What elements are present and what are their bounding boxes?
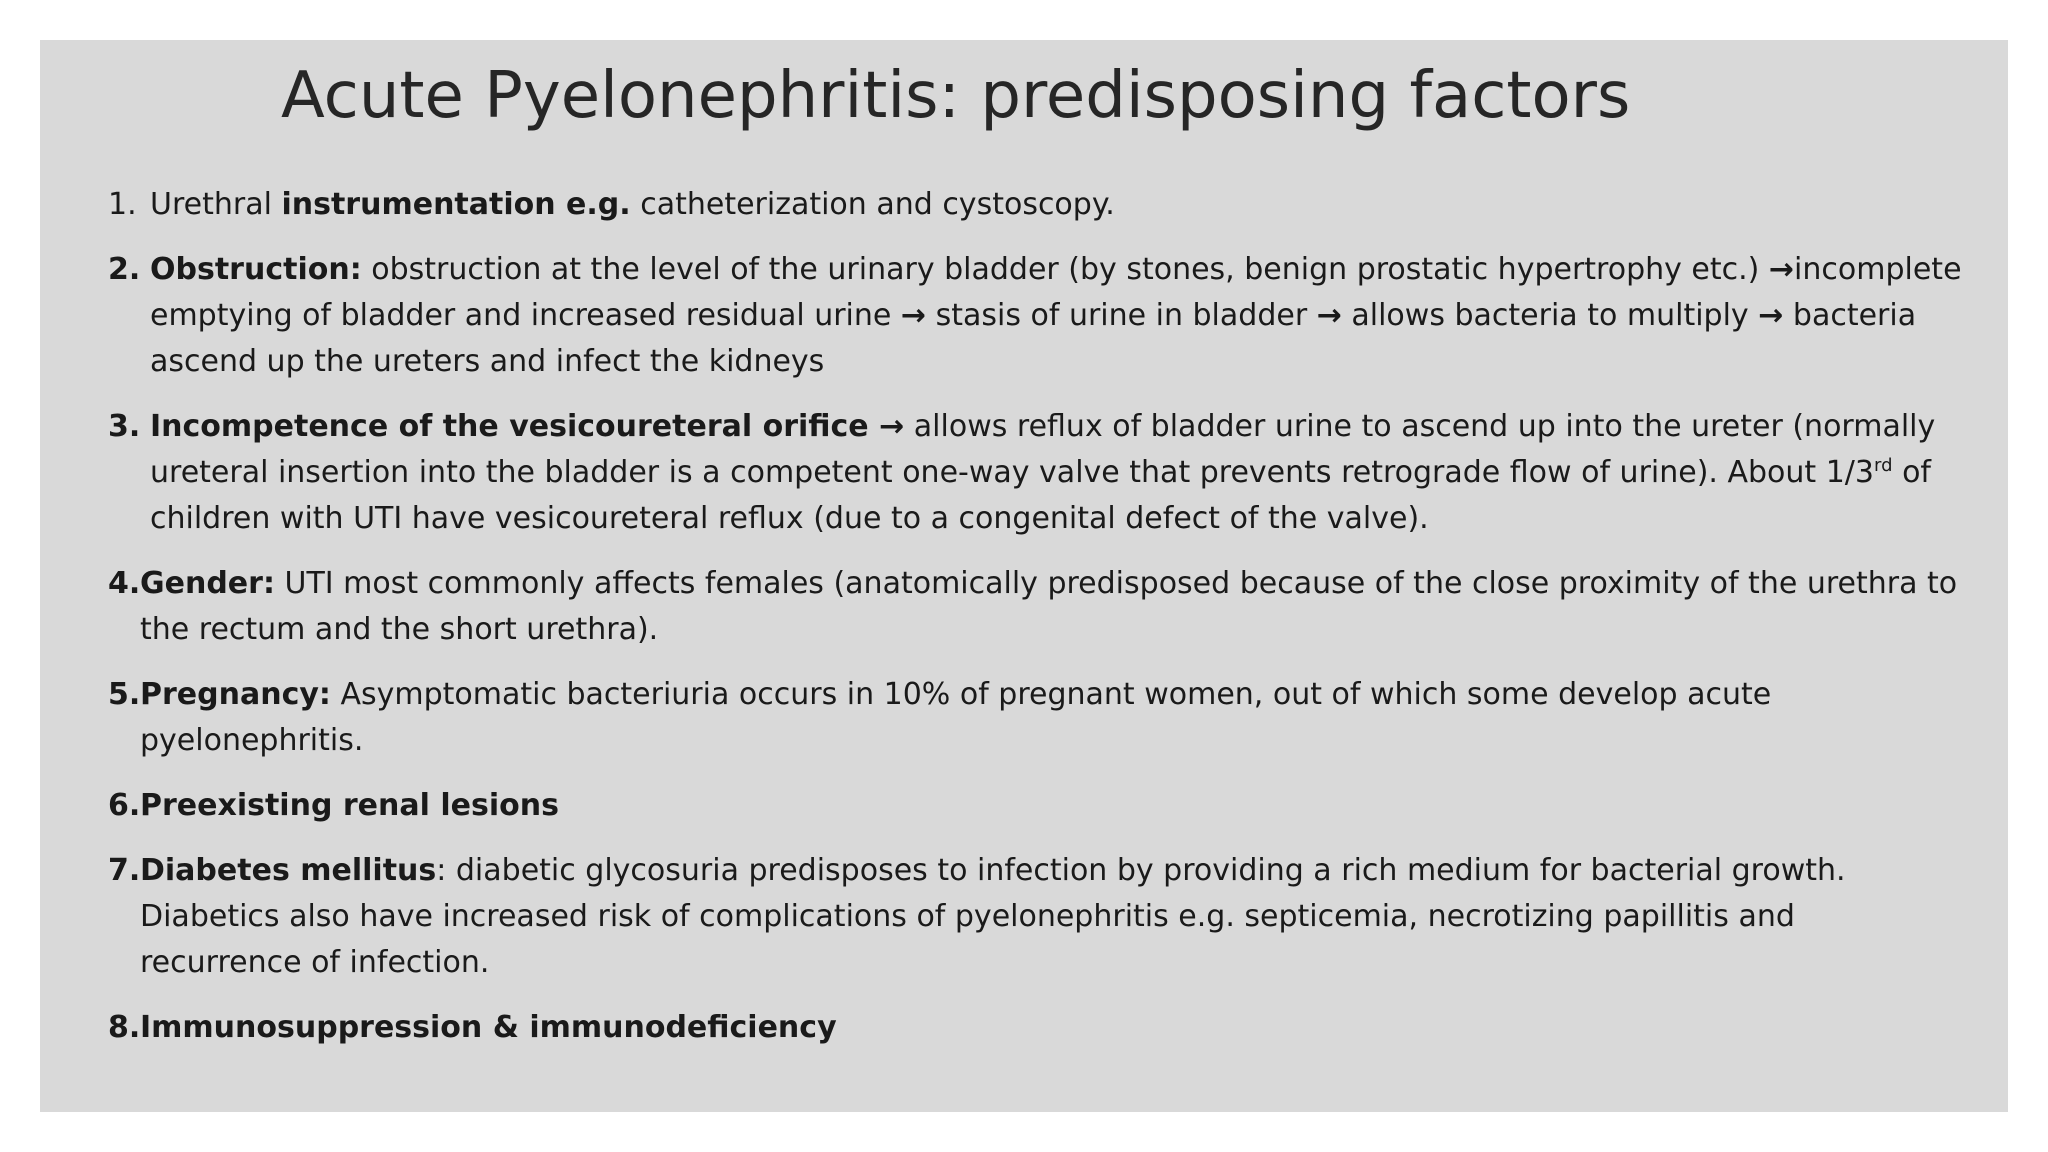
item-text: Pregnancy: Asymptomatic bacteriuria occurs in 10% of pregnant women, out of which some develop acute pyelonephritis.	[140, 677, 1772, 758]
item-text: Incompetence of the vesicoureteral orifice → allows reflux of bladder urine to ascend up into the ureter (normally ureteral insertion into the bladder is a competent one-way valve that prevents retrograde flow of urine). About 1/3rd of children with UTI have vesicoureteral reflux (due to a congenital defect of the valve).	[150, 409, 1936, 536]
item-number: 3.	[108, 409, 141, 444]
ordinal-superscript: rd	[1874, 455, 1893, 476]
predisposing-factors-list	[108, 182, 2008, 1070]
list-item-7	[108, 848, 2008, 986]
item-number: 4.	[108, 566, 141, 601]
item-number: 8.	[108, 1010, 141, 1045]
arrow-icon: →	[1768, 252, 1795, 287]
list-item-1	[108, 182, 2008, 228]
item-text: Immunosuppression & immunodeficiency	[140, 1010, 837, 1045]
arrow-icon: →	[900, 298, 927, 333]
slide	[40, 40, 2008, 1112]
list-item-8	[108, 1005, 2008, 1051]
item-number: 1.	[108, 187, 137, 222]
item-number: 7.	[108, 853, 141, 888]
item-text: Preexisting renal lesions	[140, 788, 559, 823]
item-number: 6.	[108, 788, 141, 823]
item-text: Obstruction: obstruction at the level of the urinary bladder (by stones, benign prostatic hypertrophy etc.) →incomplete emptying of bladder and increased residual urine → stasis of urine in bladder → allows bacteria to multiply → bacteria ascend up the ureters and infect the kidneys	[150, 252, 1962, 379]
slide-title: Acute Pyelonephritis: predisposing factors	[281, 59, 1631, 133]
item-number: 5.	[108, 677, 141, 712]
arrow-icon: →	[1316, 298, 1342, 333]
arrow-icon: →	[1758, 298, 1784, 333]
list-item-3	[108, 404, 2008, 542]
item-text: Gender: UTI most commonly affects females (anatomically predisposed because of the close proximity of the urethra to the rectum and the short urethra).	[140, 566, 1958, 647]
item-text: Urethral instrumentation e.g. catheterization and cystoscopy.	[150, 187, 1115, 222]
list-item-2	[108, 247, 2008, 385]
list-item-6	[108, 783, 2008, 829]
arrow-icon: →	[879, 409, 905, 444]
list-item-4	[108, 561, 2008, 653]
item-text: Diabetes mellitus: diabetic glycosuria predisposes to infection by providing a rich medium for bacterial growth. Diabetics also have increased risk of complications of pyelonephritis e.g. septicemia, necrotizing papillitis and recurrence of infection.	[140, 853, 1846, 980]
item-number: 2.	[108, 252, 141, 287]
list-item-5	[108, 672, 2008, 764]
